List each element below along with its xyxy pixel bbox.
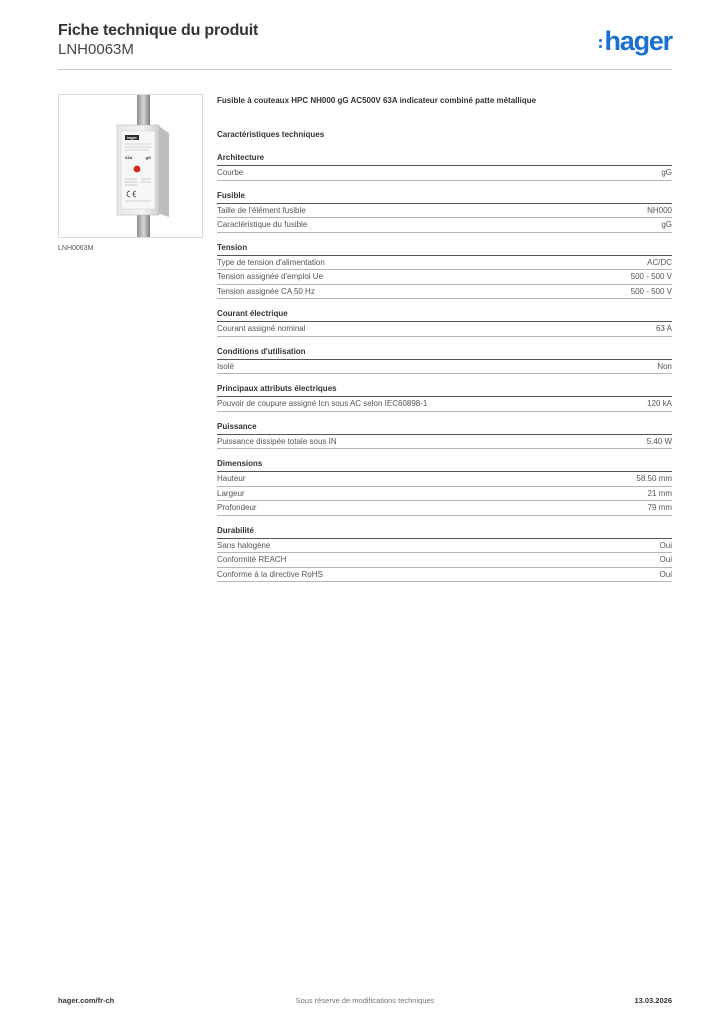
image-class-text: gG [145,155,151,160]
characteristic-label: Type de tension d'alimentation [217,257,325,267]
group-title: Dimensions [217,459,672,472]
characteristic-value: 5.40 W [646,436,672,446]
product-description: Fusible à couteaux HPC NH000 gG AC500V 63A indicateur combiné patte métallique [217,96,537,105]
characteristic-group [217,459,672,516]
characteristic-label: Sans halogène [217,540,271,550]
technical-content [217,94,672,592]
characteristic-value: Oui [659,555,672,565]
characteristic-group [217,384,672,412]
characteristic-row [217,397,672,412]
characteristic-label: Tension assignée d'emploi Ue [217,272,324,282]
footer-date: 13.03.2026 [634,996,672,1005]
characteristic-row [217,322,672,337]
characteristic-value: 500 - 500 V [630,272,672,282]
characteristic-group [217,347,672,375]
characteristic-group [217,153,672,181]
characteristic-label: Caractéristique du fusible [217,220,308,230]
group-title: Principaux attributs électriques [217,384,672,397]
document-title: Fiche technique du produit [58,22,259,39]
characteristic-value: Non [657,361,672,371]
characteristic-label: Pouvoir de coupure assigné Icn sous AC selon IEC60898-1 [217,399,428,409]
page-header [58,22,672,70]
characteristic-group [217,191,672,233]
group-title: Fusible [217,191,672,204]
characteristic-row [217,285,672,300]
characteristic-value: gG [661,220,672,230]
characteristic-label: Puissance dissipée totale sous IN [217,436,337,446]
characteristic-group [217,243,672,300]
characteristic-group [217,309,672,337]
characteristic-value: 500 - 500 V [630,286,672,296]
indicator-icon [134,166,141,173]
image-logo-text: hager [127,136,137,140]
characteristic-value: NH000 [647,205,672,215]
characteristic-value: 120 kA [647,399,672,409]
characteristic-row [217,472,672,487]
characteristic-value: 79 mm [647,503,672,513]
footer-website: hager.com/fr-ch [58,996,115,1005]
characteristic-group [217,526,672,583]
product-reference: LNH0063M [58,41,134,58]
characteristic-label: Isolé [217,361,234,371]
characteristic-label: Conformité REACH [217,555,287,565]
characteristic-row [217,553,672,568]
characteristic-row [217,166,672,181]
characteristic-label: Largeur [217,488,245,498]
characteristic-label: Courant assigné nominal [217,324,306,334]
group-title: Puissance [217,422,672,435]
characteristic-row [217,539,672,554]
characteristic-row [217,501,672,516]
characteristic-row [217,435,672,450]
group-title: Tension [217,243,672,256]
characteristic-label: Conforme à la directive RoHS [217,569,323,579]
characteristic-row [217,256,672,271]
image-rating-text: 63A [125,155,133,160]
group-title: Architecture [217,153,672,166]
characteristic-group [217,422,672,450]
group-title: Courant électrique [217,309,672,322]
characteristic-value: gG [661,168,672,178]
characteristic-value: 63 A [655,324,672,334]
group-title: Durabilité [217,526,672,539]
section-title: Caractéristiques techniques [217,130,325,139]
product-image-caption: LNH0063M [58,245,94,252]
page-footer [58,996,672,1010]
characteristic-value: Oui [659,569,672,579]
footer-notice: Sous réserve de modifications techniques [295,996,435,1005]
hager-logo [599,26,672,56]
characteristic-row [217,270,672,285]
characteristic-row [217,204,672,219]
characteristics-groups [217,153,672,582]
product-image [58,94,203,238]
characteristic-row [217,487,672,502]
characteristic-row [217,218,672,233]
characteristic-label: Tension assignée CA 50 Hz [217,286,315,296]
characteristic-value: Oui [659,540,672,550]
characteristic-row [217,568,672,583]
characteristic-label: Profondeur [217,503,257,513]
characteristic-value: 21 mm [647,488,672,498]
characteristic-value: AC/DC [647,257,672,267]
characteristic-label: Taille de l'élément fusible [217,205,306,215]
characteristic-row [217,360,672,375]
characteristic-label: Courbe [217,168,244,178]
group-title: Conditions d'utilisation [217,347,672,360]
characteristic-value: 58.50 mm [636,474,672,484]
fuse-illustration [59,95,203,238]
logo-text: hager [604,25,672,56]
characteristic-label: Hauteur [217,474,246,484]
logo-dots-icon [599,39,602,48]
